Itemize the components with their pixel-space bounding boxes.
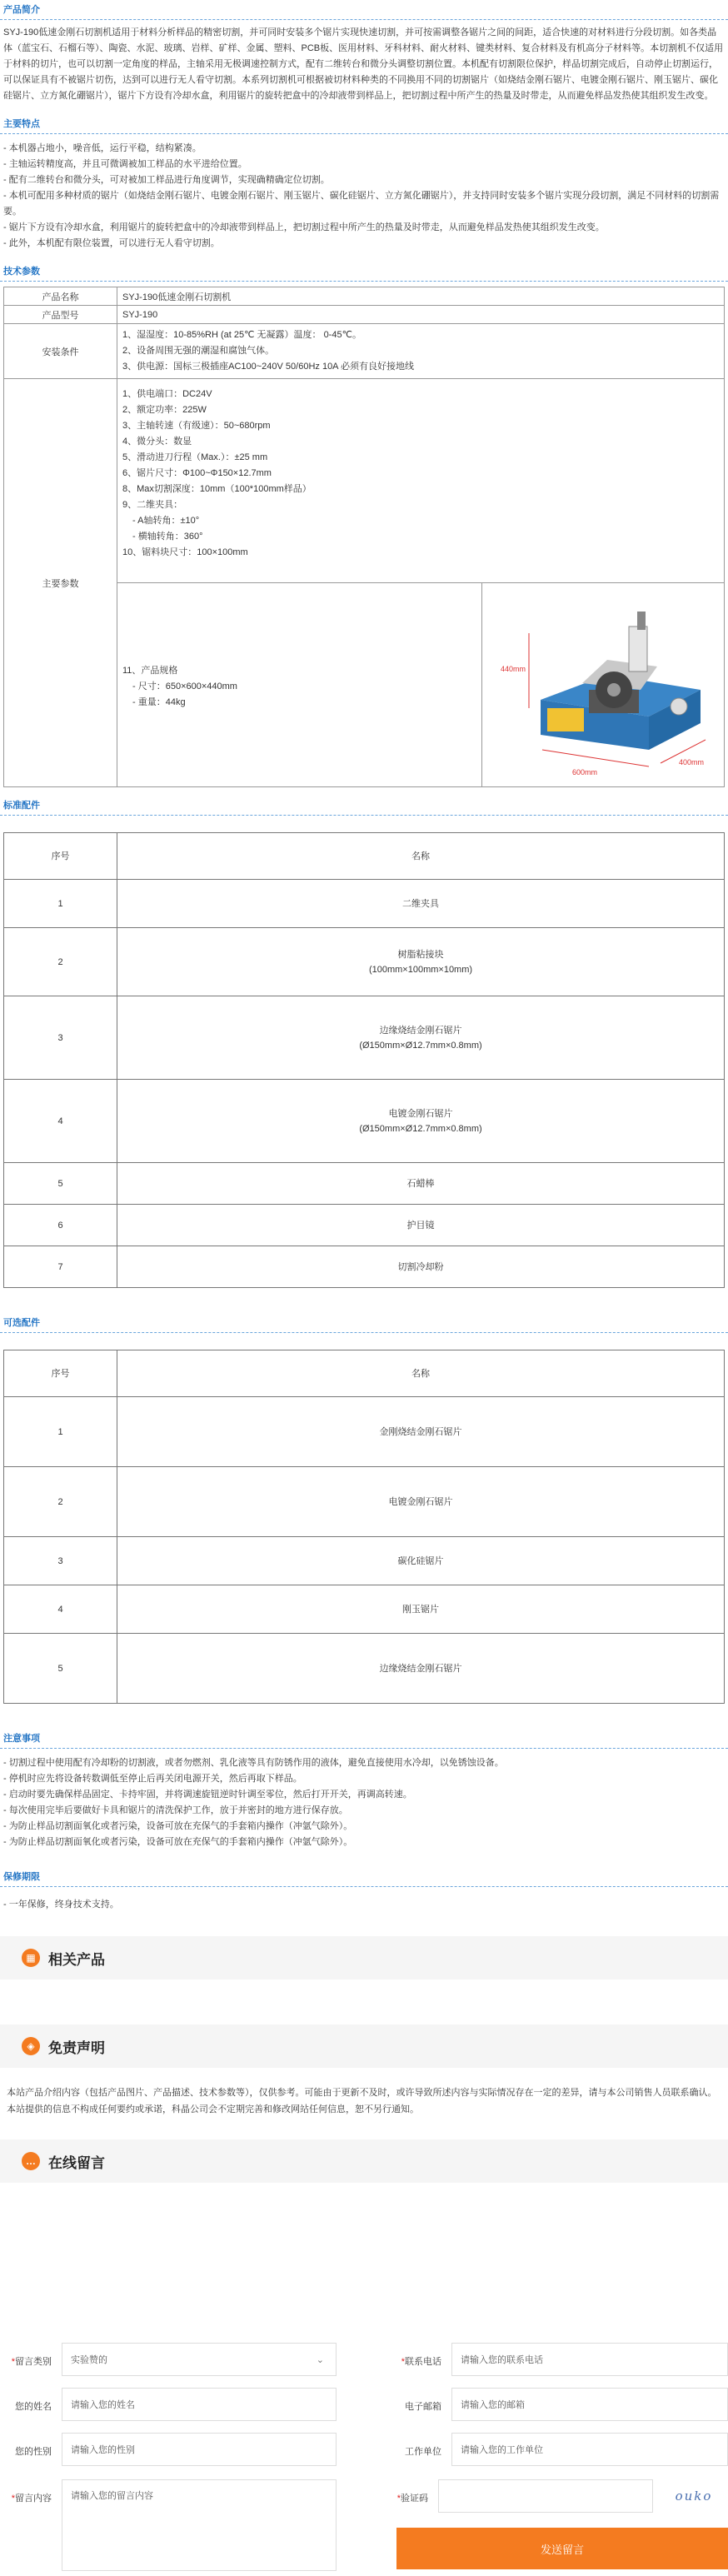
table-row — [4, 996, 725, 1080]
dim-height: 440mm — [501, 664, 526, 673]
row-no: 2 — [4, 928, 117, 996]
list-item: - 此外，本机配有限位装置，可以进行无人看守切割。 — [3, 238, 220, 248]
row-no: 2 — [4, 1467, 117, 1537]
intro-title: 产品简介 — [3, 5, 40, 15]
disclaimer-title: 免责声明 — [48, 2039, 105, 2056]
shield-icon: ◈ — [22, 2037, 40, 2055]
list-item: - 主轴运转精度高，并且可微调被加工样品的水平进给位置。 — [3, 159, 247, 169]
col-name: 名称 — [117, 833, 725, 880]
table-row — [4, 306, 725, 324]
model-value: SYJ-190 — [117, 306, 725, 324]
param-line: 5、滑动进刀行程（Max.）：±25 mm — [122, 452, 268, 462]
opt-section-header — [0, 1313, 728, 1333]
row-no: 1 — [4, 880, 117, 928]
param-line: 11、产品规格 — [122, 665, 178, 676]
col-no: 序号 — [4, 833, 117, 880]
env-line: 1、湿湿度：10-85%RH (at 25℃ 无凝露）温度： 0-45℃。 — [122, 330, 362, 340]
name-label: 您的姓名 — [15, 2402, 52, 2412]
tech-table — [3, 287, 725, 787]
part-name: 电镀金刚石锯片 — [388, 1108, 453, 1119]
part-name: 石蜡棒 — [406, 1178, 435, 1189]
col-name: 名称 — [117, 1350, 725, 1397]
row-name: 电镀金刚石锯片 — [117, 1467, 725, 1537]
std-parts-table — [3, 832, 725, 1288]
std-section-header — [0, 796, 728, 816]
param-line: - A轴转角：±10° — [132, 515, 200, 526]
row-name: 边缘烧结金刚石锯片 — [117, 1634, 725, 1704]
main-label: 主要参数 — [4, 379, 117, 787]
param-line: 4、微分头：数显 — [122, 436, 192, 447]
part-name: 二维夹具 — [402, 898, 439, 909]
param-line: 9、二维夹具： — [122, 499, 183, 510]
name-placeholder: 请输入您的姓名 — [71, 2400, 135, 2410]
captcha-label: *验证码 — [396, 2494, 428, 2504]
param-line: 1、供电端口：DC24V — [122, 388, 212, 399]
param-line: - 横轴转角：360° — [132, 531, 203, 542]
row-name — [117, 1246, 725, 1288]
tech-section-header — [0, 262, 728, 282]
company-label: 工作单位 — [405, 2447, 441, 2457]
message-section — [0, 2139, 728, 2183]
row-name — [117, 928, 725, 996]
gender-label: 您的性别 — [15, 2447, 52, 2457]
row-no: 4 — [4, 1080, 117, 1163]
table-header-row — [4, 833, 725, 880]
email-placeholder: 请输入您的邮箱 — [461, 2400, 525, 2410]
type-select-value: 实验赞的 — [71, 2355, 107, 2365]
type-label: *留言类别 — [11, 2357, 52, 2367]
row-name — [117, 996, 725, 1080]
phone-placeholder: 请输入您的联系电话 — [461, 2355, 543, 2365]
param-line: 3、主轴转速（有级速）：50~680rpm — [122, 420, 271, 431]
dim-depth: 400mm — [679, 757, 705, 766]
param-line: 10、锯料块尺寸：100×100mm — [122, 547, 248, 557]
table-row — [4, 1163, 725, 1205]
spec-lines — [117, 583, 482, 786]
features-section-header — [0, 114, 728, 134]
list-item: - 为防止样品切割面氧化或者污染，设备可放在充保气的手套箱内操作（冲氩气除外）。 — [3, 1821, 353, 1831]
row-no: 1 — [4, 1397, 117, 1467]
list-item: - 启动时要先确保样品固定、卡持牢固，并将调速旋钮逆时针调至零位，然后打开开关，再调高转速。 — [3, 1790, 412, 1800]
dim-width: 600mm — [572, 767, 598, 776]
row-no: 4 — [4, 1585, 117, 1634]
chevron-down-icon: ⌄ — [316, 2354, 324, 2365]
name-label: 产品名称 — [4, 287, 117, 306]
env-values — [117, 324, 725, 379]
std-title: 标准配件 — [3, 801, 40, 811]
main-params-top — [117, 380, 724, 583]
list-item: - 本机器占地小，噪音低，运行平稳，结构紧凑。 — [3, 143, 202, 153]
row-name — [117, 1080, 725, 1163]
table-row — [4, 1585, 725, 1634]
name-input[interactable] — [62, 2388, 337, 2421]
row-name: 刚玉锯片 — [117, 1585, 725, 1634]
table-header-row — [4, 1350, 725, 1397]
name-value: SYJ-190低速金刚石切割机 — [117, 287, 725, 306]
list-item: - 切割过程中使用配有冷却粉的切割液，或者勿燃剂、乳化液等具有防锈作用的液体，避免直接使用水冷却，以免锈蚀设备。 — [3, 1758, 504, 1768]
table-row — [4, 1205, 725, 1246]
table-row — [4, 1246, 725, 1288]
part-name: 护目镜 — [406, 1220, 435, 1231]
gender-placeholder: 请输入您的性别 — [71, 2445, 135, 2455]
table-row — [4, 1634, 725, 1704]
model-label: 产品型号 — [4, 306, 117, 324]
part-spec: (Ø150mm×Ø12.7mm×0.8mm) — [359, 1123, 482, 1134]
related-section — [0, 1936, 728, 1979]
list-item: - 锯片下方设有冷却水盒，利用锯片的旋转把盒中的冷却液带到样品上，把切割过程中所产生的热量及时带走，从而避免样品发热使其组织发生改变。 — [3, 222, 605, 232]
table-row — [4, 1467, 725, 1537]
table-row — [4, 928, 725, 996]
row-no: 3 — [4, 996, 117, 1080]
main-values — [117, 379, 725, 787]
submit-button[interactable]: 发送留言 — [396, 2528, 728, 2569]
row-no: 7 — [4, 1246, 117, 1288]
param-line: 2、额定功率：225W — [122, 404, 207, 415]
message-title: 在线留言 — [48, 2154, 105, 2171]
notes-title: 注意事项 — [3, 1734, 40, 1744]
disclaimer-section — [0, 2024, 728, 2068]
warranty-section-header — [0, 1867, 728, 1887]
part-name: 切割冷却粉 — [397, 1261, 444, 1272]
email-input[interactable] — [451, 2388, 728, 2421]
part-spec: (100mm×100mm×10mm) — [368, 964, 473, 975]
features-title: 主要特点 — [3, 119, 40, 129]
disclaimer-text: 本站产品介绍内容（包括产品图片、产品描述、技术参数等），仅供参考。可能由于更新不及时，或许导致所述内容与实际情况存在一定的差异，请与本公司销售人员联系确认。本站提供的信息不构成任何要约或承诺，科晶公司会不定期完善和修改网站任何信息，恕不另行通知。 — [7, 2088, 717, 2114]
content-label: *留言内容 — [11, 2494, 52, 2504]
email-label: 电子邮箱 — [405, 2402, 441, 2412]
company-input[interactable] — [451, 2433, 728, 2466]
row-name: 金刚烧结金刚石锯片 — [117, 1397, 725, 1467]
opt-title: 可选配件 — [3, 1318, 40, 1328]
warranty-text: - 一年保修，终身技术支持。 — [3, 1900, 119, 1910]
list-item: - 停机时应先将设备转数调低至停止后再关闭电源开关，然后再取下样品。 — [3, 1774, 302, 1784]
tech-title: 技术参数 — [3, 267, 40, 277]
table-row — [4, 324, 725, 379]
env-label: 安装条件 — [4, 324, 117, 379]
row-no: 5 — [4, 1634, 117, 1704]
product-image — [482, 583, 724, 786]
captcha-image[interactable]: ouko — [675, 2489, 713, 2504]
intro-section-header — [0, 0, 728, 20]
main-params-bottom — [117, 583, 724, 786]
table-row — [4, 1537, 725, 1585]
table-row — [4, 880, 725, 928]
list-item: - 每次使用完毕后要做好卡具和锯片的清洗保护工作，放于并密封的地方进行保存放。 — [3, 1805, 348, 1815]
env-line: 2、设备周围无强的潮湿和腐蚀气体。 — [122, 346, 275, 356]
env-line: 3、供电源：国标三极插座AC100~240V 50/60Hz 10A 必须有良好接地线 — [122, 362, 414, 372]
intro-paragraph: SYJ-190低速金刚石切割机适用于材料分析样品的精密切割，并可同时安装多个锯片实现快速切割，并可按需调整各锯片之间的间距，适合快速的对材料进行分段切割。如各类晶体（蓝宝石、石榴石等）、陶瓷、水泥、玻璃、岩样、矿样、金属、塑料、PCB板、医用材料、牙科材料、耐火材料、键类材料、复合材料及有机高分子材料等。本切割机不仅适用于材料的切片，也可以切割一定角度的样品，主轴采用无极调速控制方式，配有二维转台和微分头调整切割位置。本机配有切割限位保护，样品切割完成后，自动停止切割运行，可以保证具有不被锯片切伤，达到可以进行无人看守切割。本系列切割机可根据被切材料种类的不同换用不同的切割锯片（如烧结金刚石锯片、电镀金刚石锯片、刚玉锯片、碳化硅锯片、立方氮化硼锯片），锯片下方设有冷却水盒，利用锯片的旋转把盒中的冷却液带到样品上，把切割过程中所产生的热量及时带走，从而避免样品发热使其组织发生改变。 — [3, 27, 724, 101]
captcha-input[interactable] — [438, 2479, 653, 2513]
row-no: 6 — [4, 1205, 117, 1246]
table-row — [4, 379, 725, 787]
list-item: - 配有二维转台和微分头，可对被加工样品进行角度调节，实现确精确定位切割。 — [3, 175, 330, 185]
chat-icon: … — [22, 2152, 40, 2170]
row-name — [117, 1205, 725, 1246]
machine-illustration — [482, 583, 724, 786]
list-item: - 本机可配用多种材质的锯片（如烧结金刚石锯片、电镀金刚石锯片、刚玉锯片、碳化硅锯片、立方氮化硼锯片），并支持同时安装多个锯片实现分段切割，满足不同材料的切割需要。 — [3, 191, 720, 217]
row-name — [117, 880, 725, 928]
phone-label: *联系电话 — [401, 2357, 441, 2367]
list-item: - 为防止样品切割面氧化或者污染，设备可放在充保气的手套箱内操作（冲氩气除外）。 — [3, 1837, 353, 1847]
part-name: 树脂粘接块 — [397, 949, 444, 960]
row-name — [117, 1163, 725, 1205]
param-line: - 重量：44kg — [132, 696, 186, 707]
related-title: 相关产品 — [48, 1951, 105, 1968]
notes-list — [0, 1749, 728, 1857]
param-line: 6、锯片尺寸：Φ100~Φ150×12.7mm — [122, 467, 272, 478]
grid-icon: ▦ — [22, 1949, 40, 1967]
content-placeholder: 请输入您的留言内容 — [71, 2491, 153, 2501]
param-line: 8、Max切割深度：10mm（100*100mm样品） — [122, 483, 312, 494]
gender-input[interactable] — [62, 2433, 337, 2466]
row-name: 碳化硅锯片 — [117, 1537, 725, 1585]
table-row — [4, 1080, 725, 1163]
warranty-title: 保修期限 — [3, 1872, 40, 1882]
row-no: 3 — [4, 1537, 117, 1585]
param-line: - 尺寸：650×600×440mm — [132, 681, 237, 691]
part-name: 边缘烧结金刚石锯片 — [379, 1025, 462, 1036]
opt-parts-table — [3, 1350, 725, 1704]
row-no: 5 — [4, 1163, 117, 1205]
notes-section-header — [0, 1729, 728, 1749]
type-select[interactable] — [62, 2343, 337, 2376]
phone-input[interactable] — [451, 2343, 728, 2376]
table-row — [4, 287, 725, 306]
col-no: 序号 — [4, 1350, 117, 1397]
table-row — [4, 1397, 725, 1467]
part-spec: (Ø150mm×Ø12.7mm×0.8mm) — [359, 1040, 482, 1051]
features-list — [0, 134, 728, 258]
company-placeholder: 请输入您的工作单位 — [461, 2445, 543, 2455]
content-textarea[interactable] — [62, 2479, 337, 2571]
